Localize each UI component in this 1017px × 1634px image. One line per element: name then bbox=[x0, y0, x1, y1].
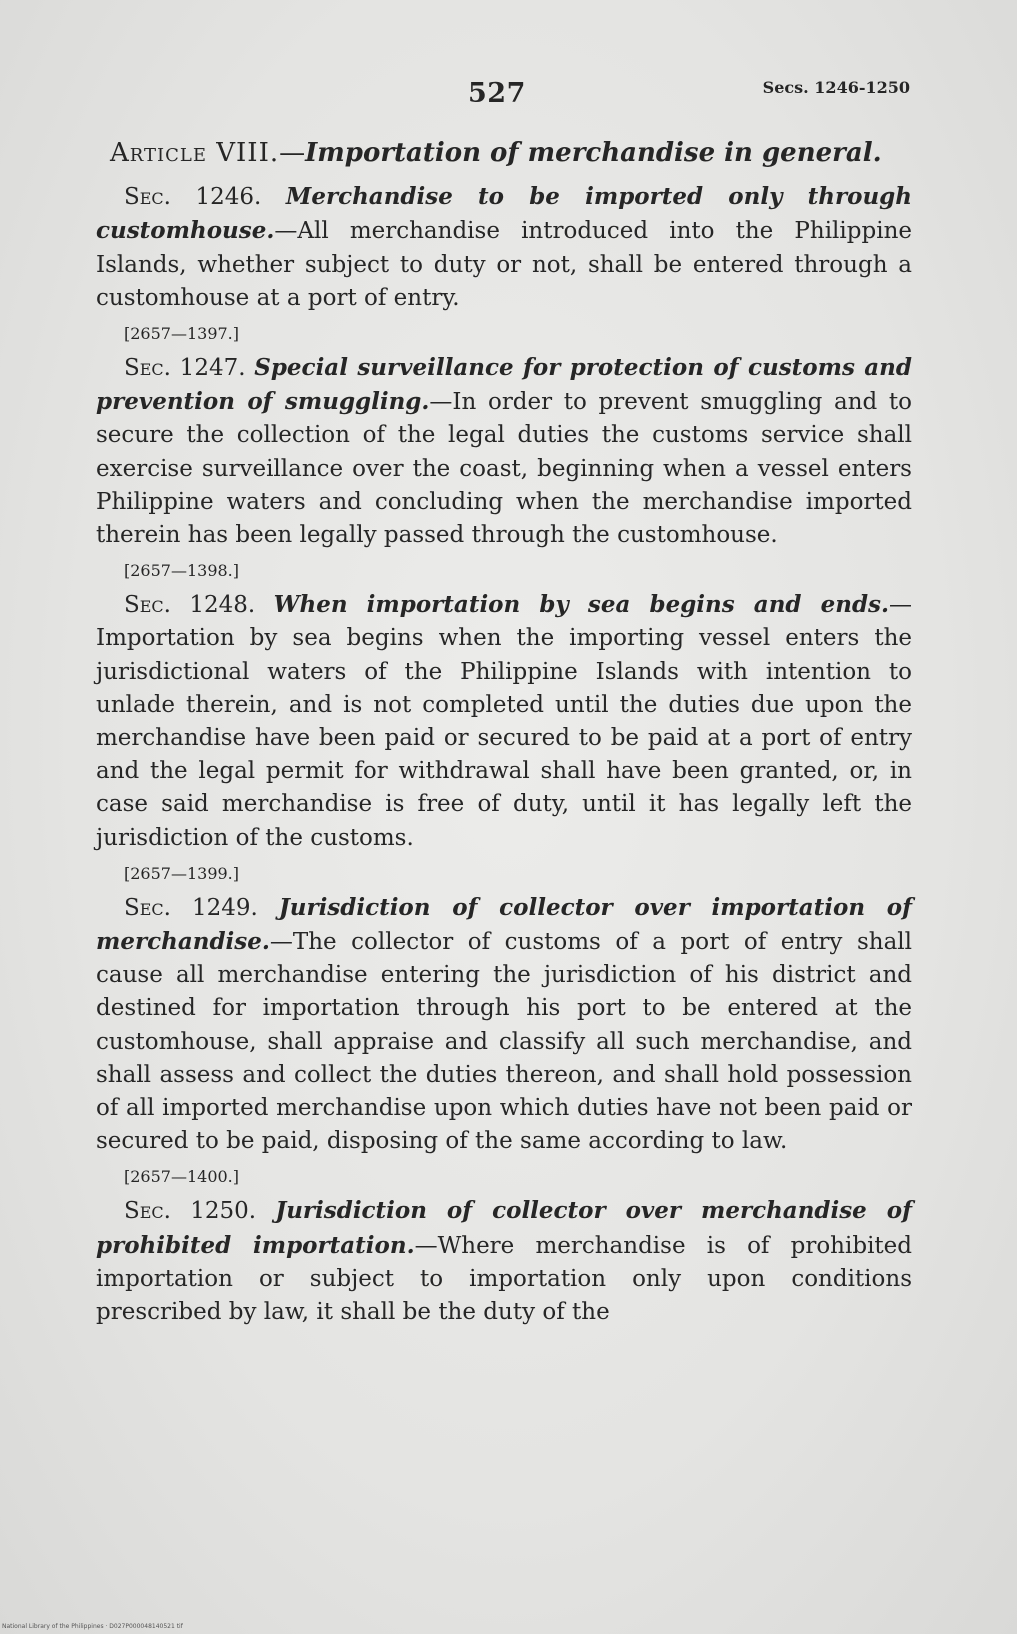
article-heading: Article VIII.—Importation of merchandise in general. bbox=[110, 138, 882, 168]
section-body: The collector of customs of a port of entry shall cause all merchandise entering the jurisdiction of his district and destined for importation through his port to be entered at the customhouse, shall appraise and classify all such merchandise, and shall assess and collect the duties thereon, and shall hold possession of all imported merchandise upon which duties have not been paid or secured to be paid, disposing of the same according to law. bbox=[96, 929, 912, 1155]
section-body: In order to prevent smuggling and to secure the collection of the legal duties the customs service shall exercise surveillance over the coast, beginning when a vessel enters Philippine waters and concluding when the merchandise imported therein has been legally passed through the customhouse. bbox=[96, 389, 913, 549]
section-number: Sec. 1249. bbox=[124, 894, 258, 921]
section-1246: Sec. 1246. Merchandise to be imported only through customhouse.—All merchandise introduced into the Philippine Islands, whether subject to duty or not, shall be entered through a customhouse at a port of entry. bbox=[96, 183, 912, 311]
section-number: Sec. 1248. bbox=[124, 592, 256, 619]
section-1250: Sec. 1250. Jurisdiction of collector over merchandise of prohibited importation.—Where merchandise is of prohibited importation or subject to importation only upon conditions prescribed by law, it shall be the duty of the bbox=[96, 1197, 912, 1326]
page-body bbox=[96, 137, 912, 1329]
page-header bbox=[96, 78, 916, 118]
section-citation: [2657—1398.] bbox=[124, 561, 240, 581]
section-number: Sec. 1246. bbox=[124, 184, 262, 211]
section-1247: Sec. 1247. Special surveillance for protection of customs and prevention of smuggling.—In order to prevent smuggling and to secure the collection of the legal duties the customs service shall exercise surveillance over the coast, beginning when a vessel enters Philippine waters and concluding when the merchandise imported therein has been legally passed through the customhouse. bbox=[96, 354, 913, 549]
section-catchline: When importation by sea begins and ends. bbox=[273, 591, 890, 619]
section-body: Where merchandise is of prohibited importation or subject to importation only upon conditions prescribed by law, it shall be the duty of the bbox=[96, 1232, 912, 1326]
section-citation: [2657—1397.] bbox=[124, 324, 240, 344]
scan-source-strip: National Library of the Philippines · D027P000048140521 tif bbox=[2, 1623, 183, 1630]
section-body: Importation by sea begins when the importing vessel enters the jurisdictional waters of the Philippine Islands with intention to unlade therein, and is not completed until the duties due upon the merchandise have been paid or secured to be paid at a port of entry and the legal permit for withdrawal shall have been granted, or, in case said merchandise is free of duty, until it has legally left the jurisdiction of the customs. bbox=[96, 625, 912, 851]
running-head: Secs. 1246-1250 bbox=[762, 78, 910, 97]
page-number: 527 bbox=[468, 78, 526, 109]
section-catchline: Merchandise to be imported only through customhouse. bbox=[96, 183, 912, 245]
article-label: Article VIII. bbox=[110, 138, 280, 168]
section-catchline: Jurisdiction of collector over merchandise of prohibited importation. bbox=[96, 1197, 912, 1259]
section-citation: [2657—1400.] bbox=[124, 1167, 240, 1187]
section-catchline: Jurisdiction of collector over importation of merchandise. bbox=[96, 893, 912, 956]
article-title: Importation of merchandise in general. bbox=[305, 138, 882, 168]
section-body: All merchandise introduced into the Philippine Islands, whether subject to duty or not, shall be entered through a customhouse at a port of entry. bbox=[96, 218, 912, 311]
section-catchline: Special surveillance for protection of customs and prevention of smuggling. bbox=[96, 354, 912, 416]
section-1248: Sec. 1248. When importation by sea begins and ends.—Importation by sea begins when the importing vessel enters the jurisdictional waters of the Philippine Islands with intention to unlade therein, and is not completed until the duties due upon the merchandise have been paid or secured to be paid at a port of entry and the legal permit for withdrawal shall have been granted, or, in case said merchandise is free of duty, until it has legally left the jurisdiction of the customs. bbox=[96, 591, 913, 851]
section-citation: [2657—1399.] bbox=[124, 863, 240, 883]
section-number: Sec. 1250. bbox=[124, 1198, 257, 1225]
section-1249: Sec. 1249. Jurisdiction of collector over importation of merchandise.—The collector of customs of a port of entry shall cause all merchandise entering the jurisdiction of his district and destined for importation through his port to be entered at the customhouse, shall appraise and classify all such merchandise, and shall assess and collect the duties thereon, and shall hold possession of all imported merchandise upon which duties have not been paid or secured to be paid, disposing of the same according to law. bbox=[96, 893, 912, 1155]
section-number: Sec. 1247. bbox=[124, 355, 246, 382]
